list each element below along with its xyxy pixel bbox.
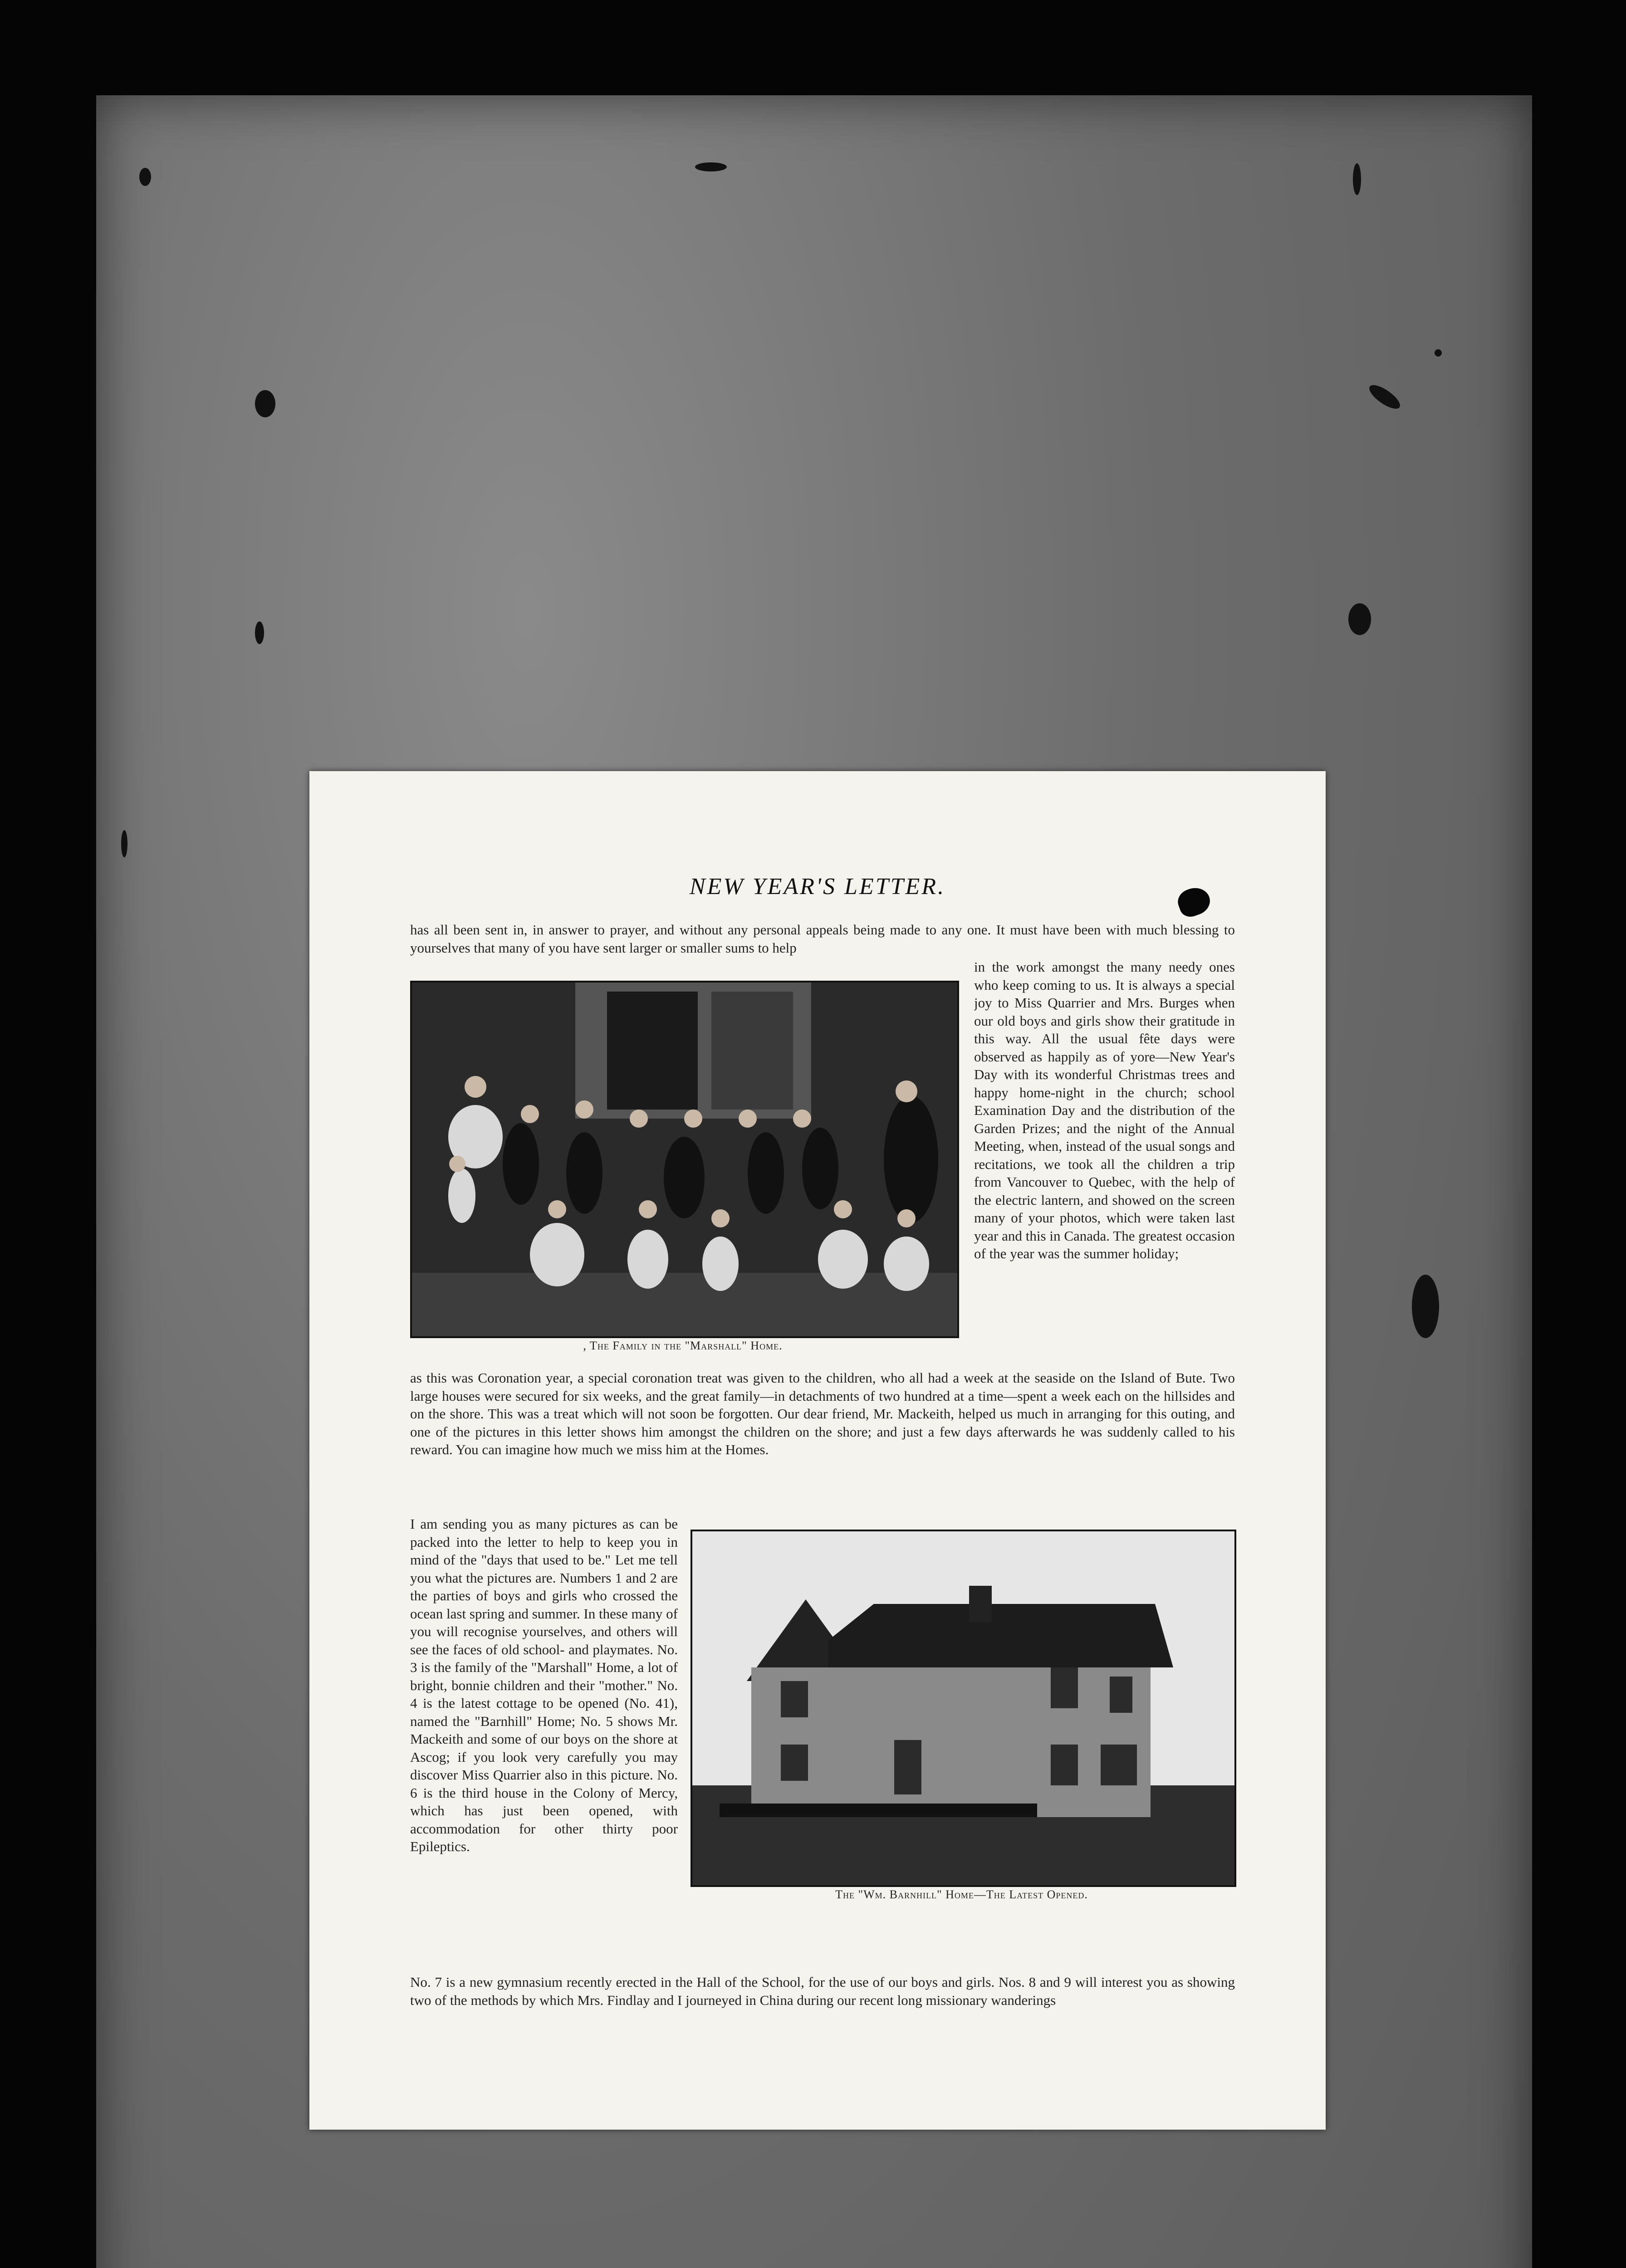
film-speck <box>1412 1275 1439 1338</box>
film-speck <box>1353 163 1361 195</box>
pictures-paragraph: I am sending you as many pictures as can be packed into the letter to help to keep you in mind of the "days that used to be." Let me tell you what the pictures are. Numbers 1 and 2 are the parties of boys and girls who crossed the ocean last spring and summer. In these many of you will recognise yourselves, and others will see the faces of old school- and playmates. No. 3 is the family of the "Marshall" Home, a lot of bright, bonnie children and their "mother." No. 4 is the latest cottage to be opened (No. 41), named the "Barnhill" Home; No. 5 shows Mr. Mackeith and some of our boys on the shore at Ascog; if you look very carefully you may discover Miss Quarrier also in this picture. No. 6 is the third house in the Colony of Mercy, which has just been opened, with accommodation for other thirty poor Epileptics. <box>410 1516 678 1854</box>
marshall-home-photo <box>410 981 959 1338</box>
film-speck <box>1348 603 1371 635</box>
gymnasium-paragraph: No. 7 is a new gymnasium recently erected in the Hall of the School, for the use of our boys and girls. Nos. 8 and 9 will interest you as showing two of the methods by which Mrs. Findlay and I journeyed in China during our recent long missionary wanderings <box>410 1974 1235 2008</box>
photo-caption-2: The "Wm. Barnhill" Home—The Latest Opened. <box>835 1888 1088 1901</box>
family-group-image <box>412 982 957 1336</box>
photo-caption-1: , The Family in the "Marshall" Home. <box>583 1339 783 1352</box>
intro-paragraph: has all been sent in, in answer to prayer, and without any personal appeals being made to any one. It must have been with much blessing to yourselves that many of you have sent larger or smaller sums to help <box>410 922 1235 956</box>
film-speck <box>1366 381 1404 413</box>
coronation-paragraph: as this was Coronation year, a special coronation treat was given to the children, who all had a week at the seaside on the Island of Bute. Two large houses were secured for six weeks, and the great family—in detachments of two hundred at a time—spent a week each on the hillsides and on the shore. This was a treat which will not soon be forgotten. Our dear friend, Mr. Mackeith, helped us much in arranging for this outing, and one of the pictures in this letter shows him amongst the children on the shore; and just a few days afterwards he was suddenly called to his reward. You can imagine how much we miss him at the Homes. <box>410 1370 1235 1457</box>
film-speck <box>121 830 127 857</box>
film-speck <box>695 162 727 171</box>
right-column-paragraph: in the work amongst the many needy ones who keep coming to us. It is always a special joy to Miss Quarrier and Mrs. Burges when our old boys and girls show their gratitude in this way. All the usual fête days were observed as happily as of yore—New Year's Day with its wonderful Christmas trees and happy home-night in the church; school Examination Day and the distribution of the Garden Prizes; and the night of the Annual Meeting, when, instead of the usual songs and recitations, we took all the children a trip from Vancouver to Quebec, with the help of the electric lantern, and showed on the screen many of your photos, which were taken last year and this in Canada. The greatest occasion of the year was the summer holiday; <box>974 959 1235 1261</box>
film-speck <box>139 168 151 186</box>
page-title: NEW YEAR'S LETTER. <box>689 874 946 899</box>
film-speck <box>1435 349 1442 357</box>
film-speck <box>255 621 264 644</box>
barnhill-home-photo <box>691 1530 1236 1887</box>
document-page <box>309 771 1326 2130</box>
film-speck <box>255 390 275 417</box>
house-image <box>692 1531 1234 1885</box>
